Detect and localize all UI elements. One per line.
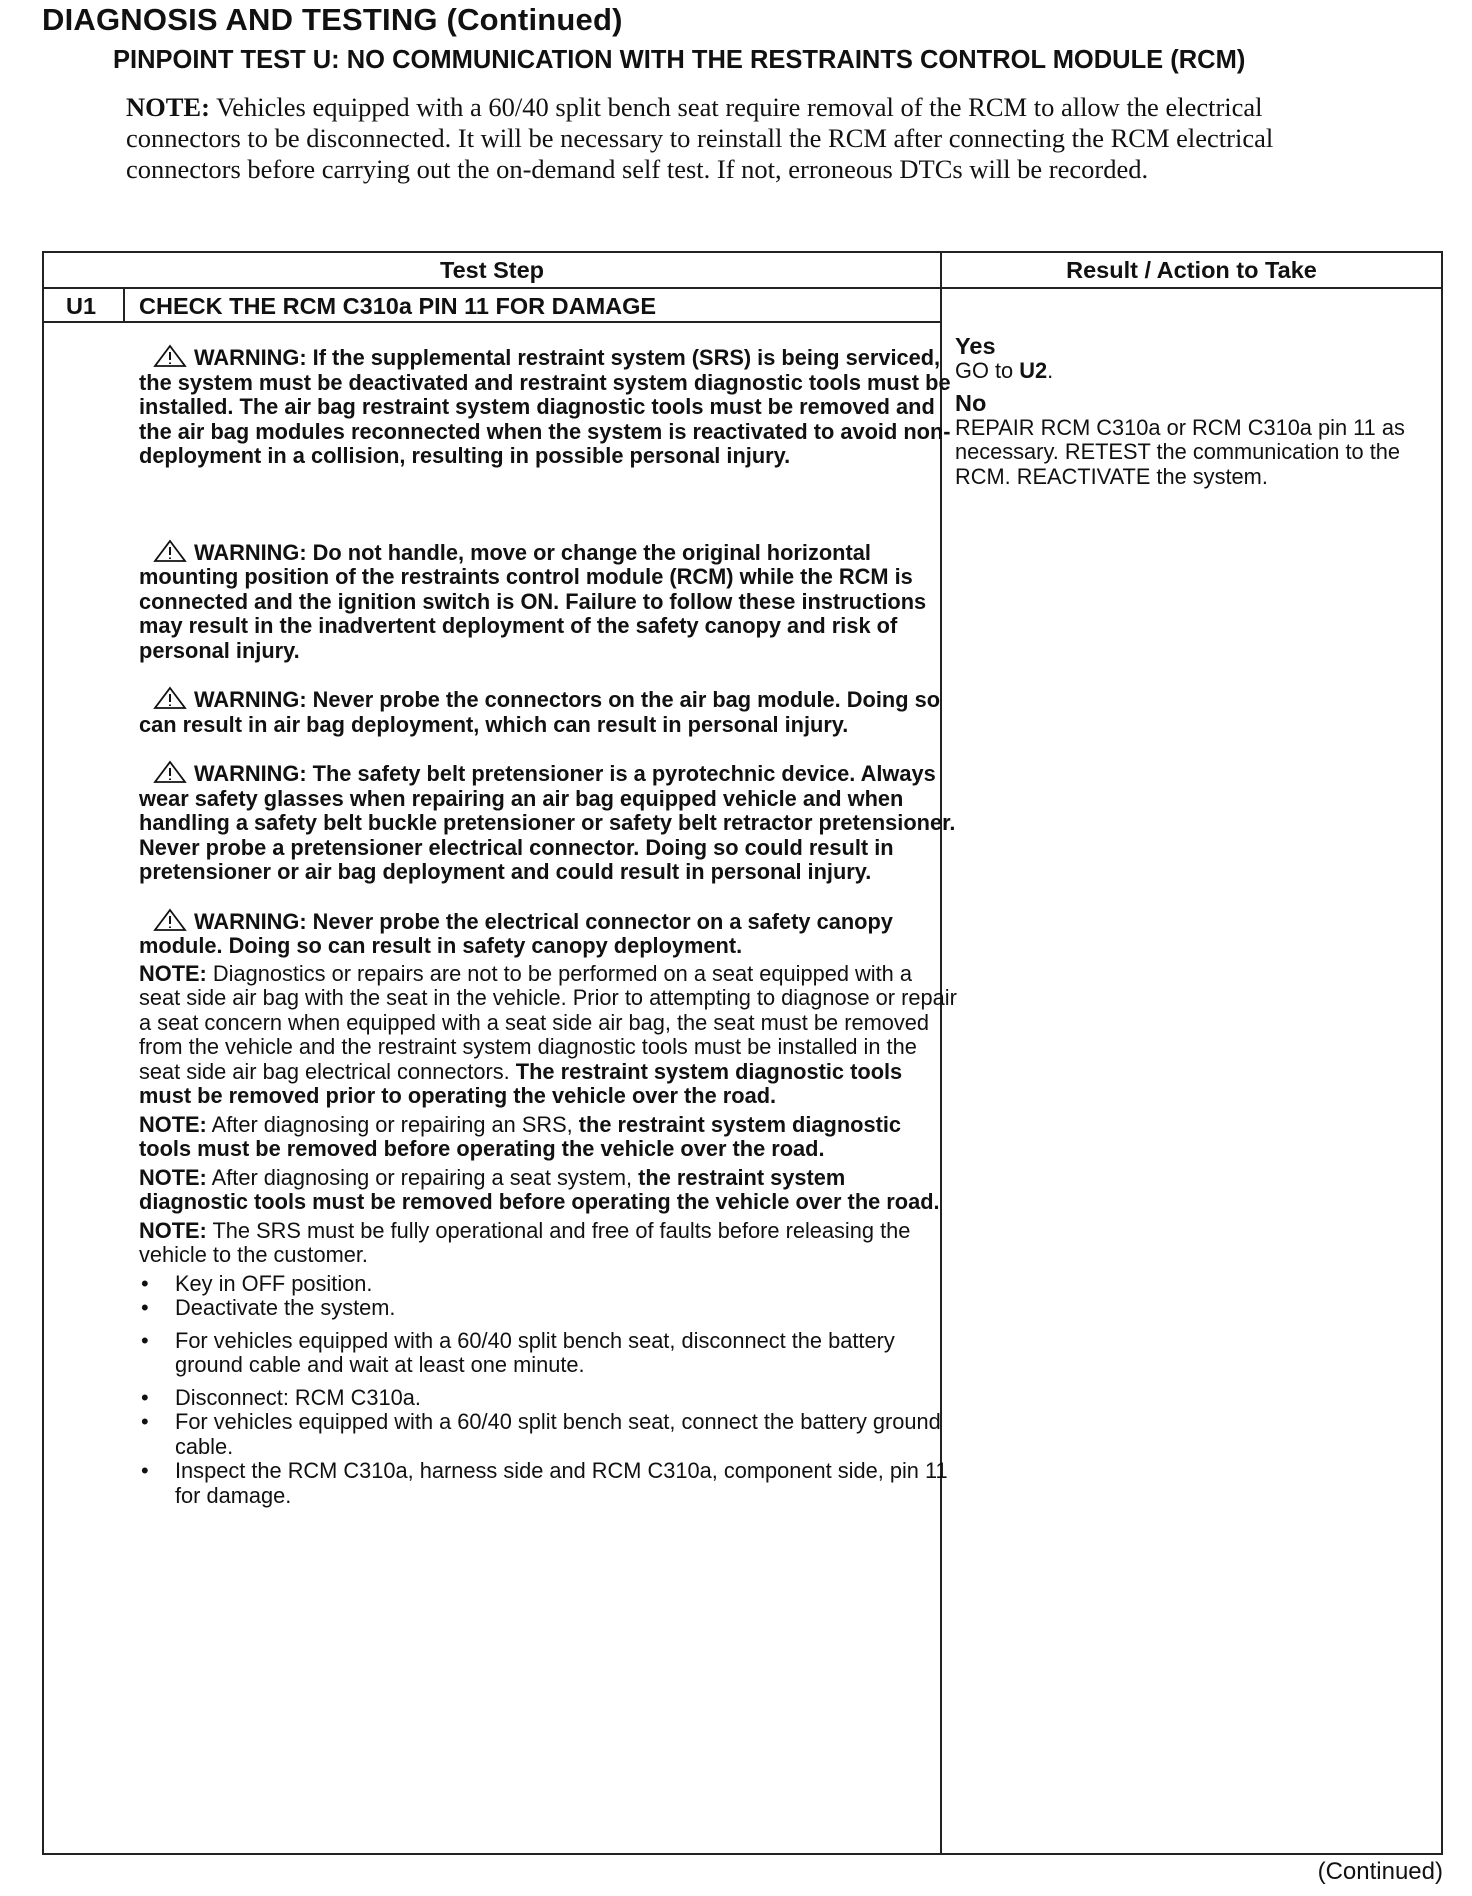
page-title: DIAGNOSIS AND TESTING (Continued) [42, 2, 623, 37]
warning-text: WARNING: Do not handle, move or change the original horizontal mounting position of the restraints control module (RCM) while the RCM is connected and the ignition switch is ON. Failure to follow these instructions may result in the inadvertent deployment of the safety canopy and risk of personal injury. [139, 539, 927, 663]
result-yes-label: Yes [955, 333, 996, 359]
warning-block [139, 539, 959, 664]
note-label: NOTE: [139, 1111, 207, 1137]
note-text: The SRS must be fully operational and free of faults before releasing the vehicle to the customer. [139, 1217, 911, 1267]
result-yes-prefix: GO to [955, 357, 1014, 383]
warning-block [139, 908, 959, 959]
note-block [139, 1166, 959, 1215]
warning-triangle-icon [153, 344, 187, 368]
warning-block [139, 686, 959, 737]
result-yes-target: U2 [1019, 357, 1048, 383]
warning-block [139, 760, 959, 885]
instruction-list [139, 1272, 959, 1321]
warning-triangle-icon [153, 539, 187, 563]
step-title: CHECK THE RCM C310a PIN 11 FOR DAMAGE [139, 293, 657, 319]
note-block [139, 1113, 959, 1162]
list-item: • For vehicles equipped with a 60/40 split bench seat, disconnect the battery ground cable and wait at least one minute. [139, 1329, 959, 1378]
note-text: After diagnosing or repairing an SRS, [206, 1111, 579, 1137]
note-text: After diagnosing or repairing a seat system, [206, 1164, 639, 1190]
step-id-divider [123, 287, 125, 322]
warning-triangle-icon [153, 908, 187, 932]
note-emphasis: the restraint system diagnostic tools must be removed before operating the vehicle over the road. [139, 1164, 940, 1214]
warning-triangle-icon [153, 760, 187, 784]
result-no-action: REPAIR RCM C310a or RCM C310a pin 11 as necessary. RETEST the communication to the RCM. REACTIVATE the system. [955, 414, 1405, 489]
warning-text: WARNING: Never probe the connectors on the air bag module. Doing so can result in air bag deployment, which can result in personal injury. [139, 687, 941, 737]
note-block [139, 962, 959, 1109]
list-item: • For vehicles equipped with a 60/40 split bench seat, connect the battery ground cable. [139, 1410, 959, 1459]
note-text: Diagnostics or repairs are not to be performed on a seat equipped with a seat side air bag with the seat in the vehicle. Prior to attempting to diagnose or repair a seat concern when equipped with a seat side air bag, the seat must be removed from the vehicle and the restraint system diagnostic tools must be installed in the seat side air bag electrical connectors. [139, 960, 957, 1084]
list-item: • Key in OFF position. [139, 1272, 959, 1297]
note-label: NOTE: [139, 960, 207, 986]
header-row-divider [44, 287, 1441, 289]
step-id: U1 [66, 293, 97, 319]
warning-triangle-icon [153, 686, 187, 710]
list-item: • Deactivate the system. [139, 1296, 959, 1321]
note-block [139, 1219, 959, 1268]
warning-block [139, 344, 959, 469]
pinpoint-test-title: PINPOINT TEST U: NO COMMUNICATION WITH THE RESTRAINTS CONTROL MODULE (RCM) [113, 46, 1246, 74]
instruction-list [139, 1329, 959, 1378]
intro-note [126, 92, 1336, 185]
warning-text: WARNING: Never probe the electrical connector on a safety canopy module. Doing so can result in safety canopy deployment. [139, 908, 893, 958]
result-yes-suffix: . [1047, 357, 1054, 383]
step-body [139, 344, 959, 1516]
note-emphasis: the restraint system diagnostic tools must be removed before operating the vehicle over the road. [139, 1111, 902, 1161]
note-emphasis: The restraint system diagnostic tools must be removed prior to operating the vehicle over the road. [139, 1058, 903, 1108]
header-result: Result / Action to Take [1066, 257, 1317, 283]
list-item: • Disconnect: RCM C310a. [139, 1386, 959, 1411]
warning-text: WARNING: If the supplemental restraint system (SRS) is being serviced, the system must be deactivated and restraint system diagnostic tools must be installed. The air bag restraint system diagnostic tools must be removed and the air bag modules reconnected when the system is reactivated to avoid non-deployment in a collision, resulting in possible personal injury. [139, 345, 951, 468]
note-label: NOTE: [139, 1217, 207, 1243]
continued-label: (Continued) [1317, 1858, 1443, 1885]
list-item: • Inspect the RCM C310a, harness side and RCM C310a, component side, pin 11 for damage. [139, 1459, 959, 1508]
step-title-divider [44, 321, 940, 323]
test-table [42, 251, 1443, 1855]
result-column [955, 334, 1435, 489]
intro-note-text: Vehicles equipped with a 60/40 split bench seat require removal of the RCM to allow the electrical connectors to be disconnected. It will be necessary to reinstall the RCM after connecting the RCM electrical connectors before carrying out the on-demand self test. If not, erroneous DTCs will be recorded. [126, 92, 1274, 184]
warning-text: WARNING: The safety belt pretensioner is a pyrotechnic device. Always wear safety glasses when repairing an air bag equipped vehicle and when handling a safety belt buckle pretensioner or safety belt retractor pretensioner. Never probe a pretensioner electrical connector. Doing so could result in pretensioner or air bag deployment and could result in personal injury. [139, 761, 956, 884]
note-label: NOTE: [139, 1164, 207, 1190]
result-no-label: No [955, 390, 987, 416]
result-yes-action [955, 359, 1435, 384]
intro-note-label: NOTE: [126, 92, 210, 122]
instruction-list [139, 1386, 959, 1509]
header-test-step: Test Step [439, 257, 545, 283]
